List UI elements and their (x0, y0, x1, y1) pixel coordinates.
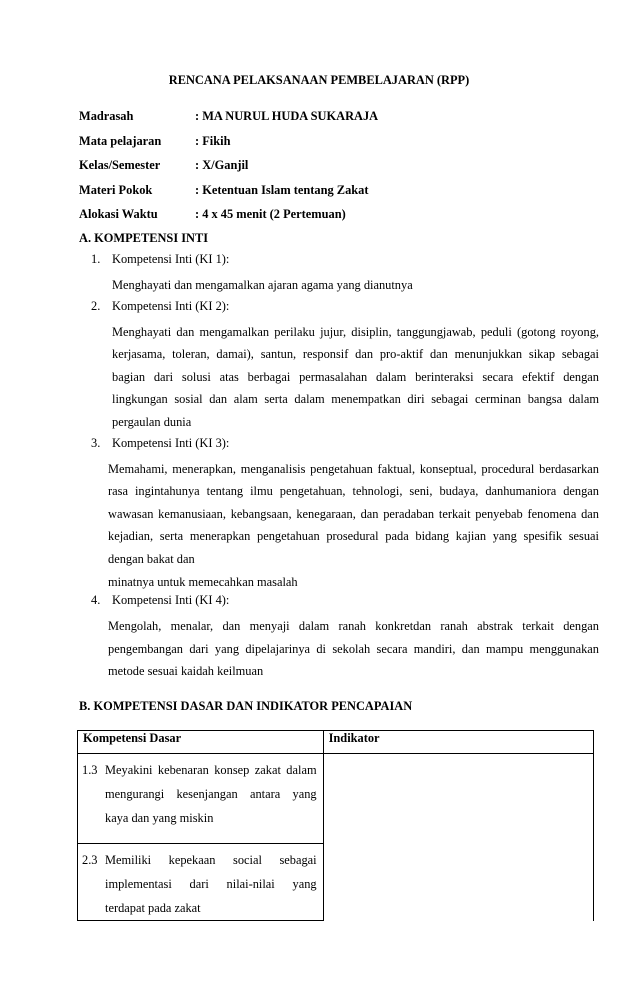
ki-line: minatnya untuk memecahkan masalah (108, 574, 298, 589)
kd-text (105, 848, 317, 920)
meta-key: Kelas/Semester (79, 158, 161, 172)
ki-line: pengembangan dari yang dipelajarinya di sekolah secara mandiri, dan mampu menggunakan (108, 641, 599, 656)
meta-key: Madrasah (79, 109, 134, 123)
kd-line: terdapat pada zakat (105, 901, 201, 915)
kd-line: Memiliki kepekaan social sebagai (105, 853, 317, 867)
ki-line: dengan bakat dan (108, 551, 195, 566)
meta-row-madrasah (79, 109, 599, 134)
meta-value: : MA NURUL HUDA SUKARAJA (195, 109, 379, 123)
ki-number: 4. (91, 593, 101, 608)
meta-row-class (79, 158, 599, 183)
ki-line: bagian dari solusi atas berbagai permasalahan dalam berinteraksi secara efektif dengan (112, 369, 599, 384)
kd-line: Meyakini kebenaran konsep zakat dalam (105, 763, 317, 777)
meta-value: : X/Ganjil (195, 158, 249, 172)
ki-line: kerjasama, toleran, damai), santun, responsif dan pro-aktif dan menunjukkan sikap sebagai (112, 347, 599, 362)
ki-line: lingkungan sosial dan alam serta dalam menempatkan diri sebagai cerminan bangsa dalam (112, 392, 599, 407)
kd-number: 1.3 (82, 763, 98, 777)
document-title: RENCANA PELAKSANAAN PEMBELAJARAN (RPP) (168, 73, 470, 87)
kd-line: implementasi dari nilai-nilai yang (105, 877, 317, 891)
ki-body (112, 321, 599, 434)
ki-number: 2. (91, 298, 101, 313)
meta-key: Alokasi Waktu (79, 207, 158, 221)
ki-line: Menghayati dan mengamalkan ajaran agama yang dianutnya (112, 278, 413, 292)
ki-line: metode sesuai kaidah keilmuan (108, 664, 264, 679)
ki-body (112, 274, 599, 297)
meta-value: : Ketentuan Islam tentang Zakat (195, 182, 369, 197)
meta-value: : Fikih (195, 133, 231, 148)
ki-line: pergaulan dunia (112, 414, 192, 429)
ki-number: 1. (91, 252, 101, 266)
ki-list (79, 252, 599, 683)
meta-row-time (79, 207, 599, 232)
kd-number: 2.3 (82, 853, 98, 867)
meta-key: Materi Pokok (79, 182, 153, 197)
section-b-heading: B. KOMPETENSI DASAR DAN INDIKATOR PENCAPAIAN (79, 699, 413, 713)
meta-key: Mata pelajaran (79, 133, 162, 148)
ki-item-header (79, 299, 599, 321)
ki-line: rasa ingintahunya tentang ilmu pengetahuan, tehnologi, seni, budaya, danhumaniora dengan (108, 484, 599, 499)
ki-item-header (79, 436, 599, 458)
ki-line: Mengolah, menalar, dan menyaji dalam ranah konkretdan ranah abstrak terkait dengan (108, 619, 599, 634)
col-header-indicator: Indikator (323, 731, 593, 754)
ki-line: Memahami, menerapkan, menganalisis pengetahuan faktual, konseptual, procedural berdasarkan (108, 461, 599, 476)
ki-label: Kompetensi Inti (KI 2): (112, 298, 230, 313)
kd-line: mengurangi kesenjangan antara yang (105, 787, 317, 801)
ki-line: wawasan kemanusiaan, kebangsaan, kenegaraan, dan peradaban terkait penyebab fenomena dan (108, 506, 599, 521)
ki-body (108, 458, 599, 594)
kd-text (105, 758, 317, 830)
meta-row-topic (79, 183, 599, 208)
ki-line: kejadian, serta menerapkan pengetahuan prosedural pada bidang kajian yang spesifik sesuai (108, 529, 599, 544)
ki-body (108, 615, 599, 683)
identity-block (79, 109, 599, 232)
section-a-heading: A. KOMPETENSI INTI (79, 231, 209, 245)
ki-line: Menghayati dan mengamalkan perilaku jujur, disiplin, tanggungjawab, peduli (gotong royong, (112, 324, 599, 339)
table-row (78, 754, 594, 844)
meta-row-subject (79, 134, 599, 159)
meta-value: : 4 x 45 menit (2 Pertemuan) (195, 207, 346, 221)
kd-line: kaya dan yang miskin (105, 811, 214, 825)
kd-indicator-table (77, 730, 594, 921)
ki-item-header (79, 252, 599, 274)
ki-label: Kompetensi Inti (KI 4): (112, 593, 230, 608)
kd-cell (78, 754, 324, 844)
kd-cell (78, 844, 324, 921)
table-header-row (78, 731, 594, 754)
ki-label: Kompetensi Inti (KI 3): (112, 435, 230, 450)
ki-number: 3. (91, 435, 101, 450)
ki-item-header (79, 593, 599, 615)
col-header-kd: Kompetensi Dasar (78, 731, 324, 754)
indicator-cell (323, 754, 593, 921)
ki-label: Kompetensi Inti (KI 1): (112, 252, 230, 266)
